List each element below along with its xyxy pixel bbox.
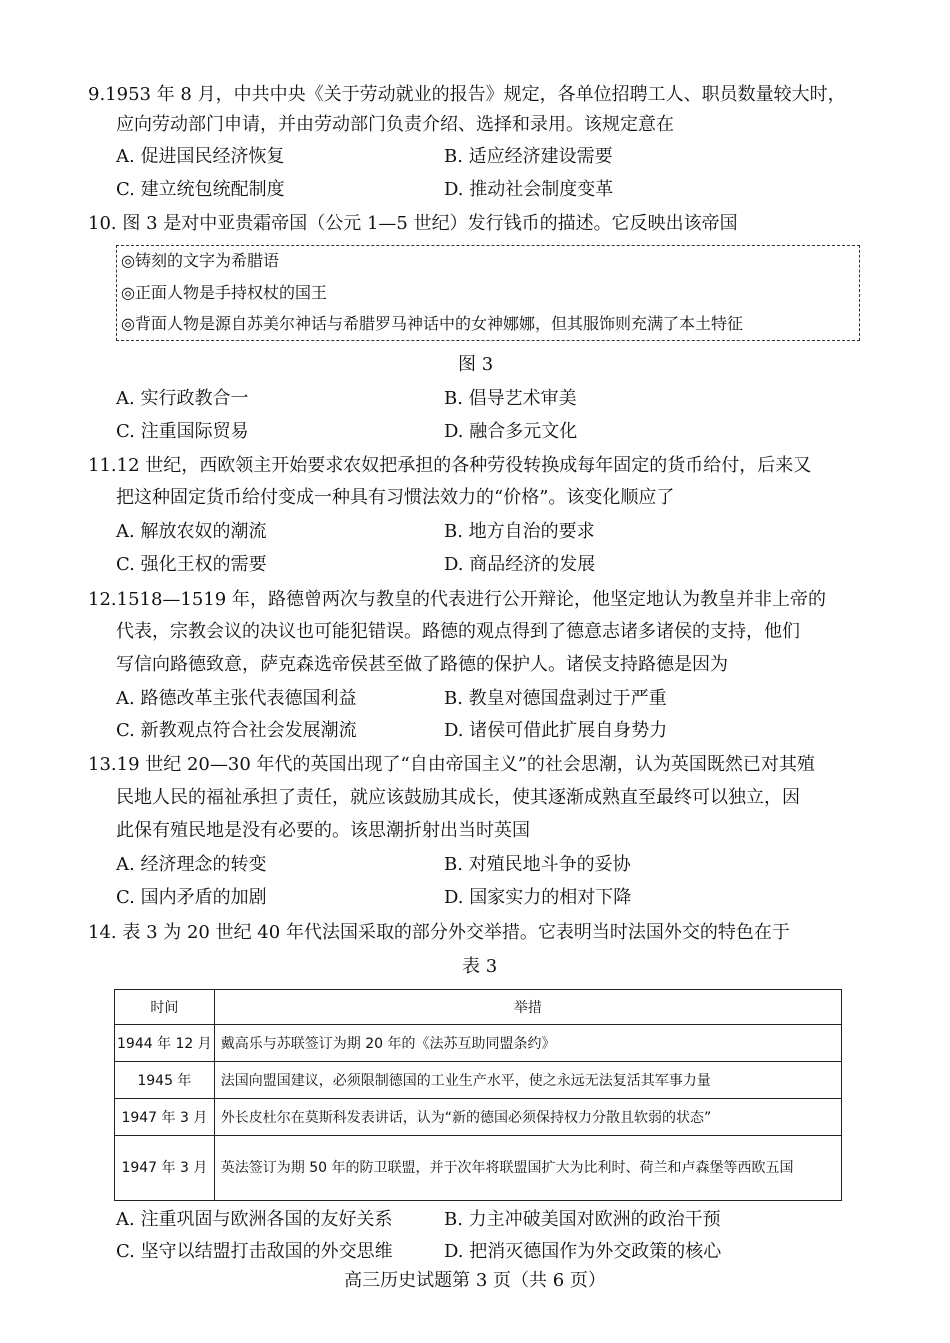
q13-option-b: B. 对殖民地斗争的妥协 — [444, 854, 631, 875]
q9-stem-line1: 9.1953 年 8 月，中共中央《关于劳动就业的报告》规定，各单位招聘工人、职员数量较大时， — [88, 84, 846, 105]
q12-stem-line1: 12.1518—1519 年，路德曾两次与教皇的代表进行公开辩论，他坚定地认为教皇并非上帝的 — [88, 589, 826, 610]
table-cell-measure: 外长皮杜尔在莫斯科发表讲话，认为“新的德国必须保持权力分散且软弱的状态” — [214, 1099, 841, 1136]
q14-option-b: B. 力主冲破美国对欧洲的政治干预 — [444, 1209, 721, 1230]
table-header-time: 时间 — [115, 990, 215, 1025]
table-cell-measure: 法国向盟国建议，必须限制德国的工业生产水平，使之永远无法复活其军事力量 — [214, 1062, 841, 1099]
page-footer: 高三历史试题第 3 页（共 6 页） — [344, 1270, 606, 1291]
table-cell-time: 1944 年 12 月 — [115, 1025, 215, 1062]
q11-stem-line1: 11.12 世纪，西欧领主开始要求农奴把承担的各种劳役转换成每年固定的货币给付，后来又 — [88, 455, 812, 476]
table-cell-measure: 英法签订为期 50 年的防卫联盟，并于次年将联盟国扩大为比利时、荷兰和卢森堡等西欧五国 — [214, 1136, 841, 1201]
figure-3-item-1: ◎铸刻的文字为希腊语 — [121, 251, 279, 270]
q12-stem-line2: 代表，宗教会议的决议也可能犯错误。路德的观点得到了德意志诸多诸侯的支持，他们 — [116, 621, 800, 642]
figure-3-item-2: ◎正面人物是手持权杖的国王 — [121, 283, 327, 302]
q11-option-c: C. 强化王权的需要 — [116, 554, 267, 575]
q12-stem-line3: 写信向路德致意，萨克森选帝侯甚至做了路德的保护人。诸侯支持路德是因为 — [116, 654, 728, 675]
q13-option-d: D. 国家实力的相对下降 — [444, 887, 632, 908]
table-cell-time: 1947 年 3 月 — [115, 1136, 215, 1201]
q9-option-c: C. 建立统包统配制度 — [116, 179, 285, 200]
table-header-measure: 举措 — [214, 990, 841, 1025]
table-row — [115, 1025, 842, 1062]
q13-stem-line3: 此保有殖民地是没有必要的。该思潮折射出当时英国 — [116, 820, 530, 841]
q11-option-d: D. 商品经济的发展 — [444, 554, 596, 575]
table-cell-time: 1945 年 — [115, 1062, 215, 1099]
q12-option-d: D. 诸侯可借此扩展自身势力 — [444, 720, 668, 741]
figure-3-box — [116, 245, 860, 341]
table-3-caption: 表 3 — [462, 956, 498, 977]
q14-option-a: A. 注重巩固与欧洲各国的友好关系 — [116, 1209, 393, 1230]
q11-option-b: B. 地方自治的要求 — [444, 521, 595, 542]
q9-option-d: D. 推动社会制度变革 — [444, 179, 614, 200]
q12-option-c: C. 新教观点符合社会发展潮流 — [116, 720, 357, 741]
table-row — [115, 1099, 842, 1136]
q13-stem-line1: 13.19 世纪 20—30 年代的英国出现了“自由帝国主义”的社会思潮，认为英国既然已对其殖 — [88, 754, 815, 775]
table-row — [115, 1136, 842, 1201]
q10-stem: 10. 图 3 是对中亚贵霜帝国（公元 1—5 世纪）发行钱币的描述。它反映出该帝国 — [88, 213, 738, 234]
q11-option-a: A. 解放农奴的潮流 — [116, 521, 267, 542]
q13-option-c: C. 国内矛盾的加剧 — [116, 887, 267, 908]
q14-option-d: D. 把消灭德国作为外交政策的核心 — [444, 1241, 722, 1262]
q10-option-d: D. 融合多元文化 — [444, 421, 578, 442]
q14-option-c: C. 坚守以结盟打击敌国的外交思维 — [116, 1241, 393, 1262]
figure-3-caption: 图 3 — [458, 354, 494, 375]
table-cell-time: 1947 年 3 月 — [115, 1099, 215, 1136]
q10-option-b: B. 倡导艺术审美 — [444, 388, 577, 409]
q12-option-b: B. 教皇对德国盘剥过于严重 — [444, 688, 667, 709]
table-row — [115, 1062, 842, 1099]
figure-3-item-3: ◎背面人物是源自苏美尔神话与希腊罗马神话中的女神娜娜，但其服饰则充满了本土特征 — [121, 314, 743, 333]
table-3 — [114, 989, 842, 1201]
q10-option-c: C. 注重国际贸易 — [116, 421, 249, 442]
table-cell-measure: 戴高乐与苏联签订为期 20 年的《法苏互助同盟条约》 — [214, 1025, 841, 1062]
q9-option-b: B. 适应经济建设需要 — [444, 146, 613, 167]
q9-stem-line2: 应向劳动部门申请，并由劳动部门负责介绍、选择和录用。该规定意在 — [116, 114, 674, 135]
table-header-row — [115, 990, 842, 1025]
q14-stem: 14. 表 3 为 20 世纪 40 年代法国采取的部分外交举措。它表明当时法国外交的特色在于 — [88, 922, 790, 943]
q10-option-a: A. 实行政教合一 — [116, 388, 249, 409]
q11-stem-line2: 把这种固定货币给付变成一种具有习惯法效力的“价格”。该变化顺应了 — [116, 487, 675, 508]
q9-option-a: A. 促进国民经济恢复 — [116, 146, 285, 167]
q13-stem-line2: 民地人民的福祉承担了责任，就应该鼓励其成长，使其逐渐成熟直至最终可以独立，因 — [116, 787, 800, 808]
q12-option-a: A. 路德改革主张代表德国利益 — [116, 688, 357, 709]
q13-option-a: A. 经济理念的转变 — [116, 854, 267, 875]
